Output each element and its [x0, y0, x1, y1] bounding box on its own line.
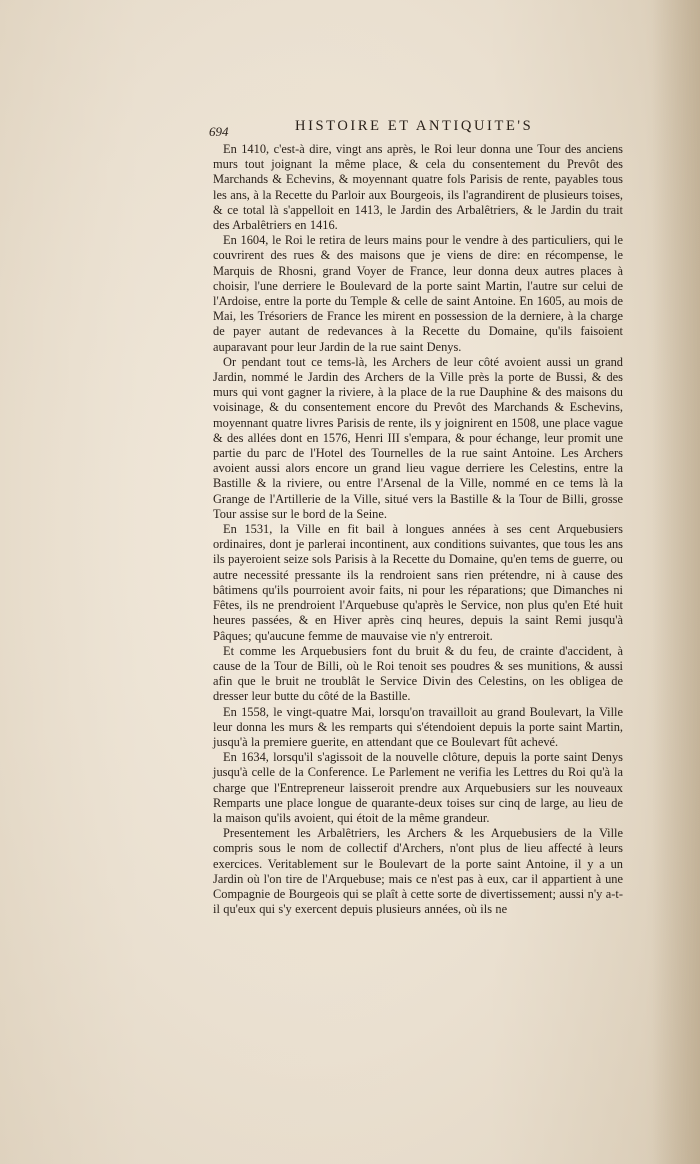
paragraph-6: En 1558, le vingt-quatre Mai, lorsqu'on travailloit au grand Boulevart, la Ville leur donna les murs & les remparts qui s'étendoient depuis la porte saint Martin, jusqu'à la premiere guerite, en attendant que ce Boulevart fût achevé.: [213, 704, 623, 749]
paragraph-5: Et comme les Arquebusiers font du bruit & du feu, de crainte d'accident, à cause de la Tour de Billi, où le Roi tenoit ses poudres & ses munitions, & aussi afin que le bruit ne troublât le Service Divin des Celestins, on les obligea de dresser leur butte du côté de la Bastille.: [213, 643, 623, 704]
paragraph-7: En 1634, lorsqu'il s'agissoit de la nouvelle clôture, depuis la porte saint Denys jusqu'à celle de la Conference. Le Parlement ne verifia les Lettres du Roi qu'à la charge que l'Entrepreneur laisseroit prendre aux Arquebusiers sur les nouveaux Remparts une place longue de quarante-deux toises sur cinq de large, au lieu de la maison qu'ils avoient, qui étoit de la même grandeur.: [213, 750, 623, 825]
paragraph-3: Or pendant tout ce tems-là, les Archers de leur côté avoient aussi un grand Jardin, nommé le Jardin des Archers de la Ville près la porte de Bussi, & des murs qui vont gagner la riviere, à la place de la rue Dauphine & des maisons du voisinage, & du consentement encore du Prevôt des Marchands & Eschevins, moyennant quatre livres Parisis de rente, ils y joignirent en 1508, une place vague & des allées dont en 1576, Henri III s'empara, & pour échange, leur promit une partie du parc de l'Hotel des Tournelles de la rue saint Antoine. Les Archers avoient aussi alors encore un grand lieu vague derriere les Celestins, entre la Bastille & la riviere, ou entre l'Arsenal de la Ville, nommé en ce tems là la Grange de l'Artillerie de la Ville, situé vers la Bastille & la Tour de Billi, grosse Tour assise sur le bord de la Seine.: [213, 354, 623, 521]
paragraph-4: En 1531, la Ville en fit bail à longues années à ses cent Arquebusiers ordinaires, dont je parlerai incontinent, aux conditions suivantes, que tous les ans ils payeroient seize sols Parisis à la Recette du Domaine, qu'en tems de guerre, ou autre necessité pressante ils la rendroient sans rien prétendre, ni à cause des bâtimens qu'ils pourroient avoir faits, ni pour les réparations; que Dimanches ni Fêtes, ils ne prendroient l'Arquebuse qu'après le Service, non plus qu'en Eté huit heures passées, & en Hiver après cinq heures, depuis la saint Remi jusqu'à Pâques; qu'aucune femme de mauvaise vie n'y entreroit.: [213, 522, 623, 643]
text-column: [209, 118, 623, 917]
running-head: [209, 118, 623, 140]
paragraph-8: Presentement les Arbalêtriers, les Archers & les Arquebusiers de la Ville compris sous le nom de collectif d'Archers, n'ont plus de lieu affecté à leurs exercices. Veritablement sur le Boulevart de la porte saint Antoine, il y a un Jardin où l'on tire de l'Arquebuse; mais ce n'est pas à eux, car il appartient à une Compagnie de Bourgeois qui se plaît à cette sorte de divertissement; aussi n'y a-t-il qu'eux qui s'y exercent depuis plusieurs années, où ils ne: [213, 826, 623, 917]
paragraph-2: En 1604, le Roi le retira de leurs mains pour le vendre à des particuliers, qui le couvrirent des rues & des maisons que je viens de dire: en récompense, le Marquis de Rhosni, grand Voyer de France, leur donna deux autres places à choisir, l'une derriere le Boulevard de la porte saint Martin, l'autre sur celui de l'Ardoise, entre la porte du Temple & celle de saint Antoine. En 1605, au mois de Mai, les Trésoriers de France les mirent en possession de la derniere, à la charge de payer autant de redevances à la Recette du Domaine, qu'ils faisoient auparavant pour leur Jardin de la rue saint Denys.: [213, 233, 623, 354]
page-number: 694: [209, 124, 229, 139]
running-title: HISTOIRE ET ANTIQUITE'S: [295, 118, 534, 134]
paragraph-1: En 1410, c'est-à dire, vingt ans après, le Roi leur donna une Tour des anciens murs tout joignant la même place, & cela du consentement du Prevôt des Marchands & Echevins, & moyennant quatre fols Parisis de rente, payables tous les ans, à la Recette du Parloir aux Bourgeois, ils l'agrandirent de plusieurs toises, & ce total là s'appelloit en 1413, le Jardin des Arbalêtriers, & le Jardin du trait des Arbalêtriers en 1416.: [213, 142, 623, 233]
page-edge-shadow: [652, 0, 700, 1164]
